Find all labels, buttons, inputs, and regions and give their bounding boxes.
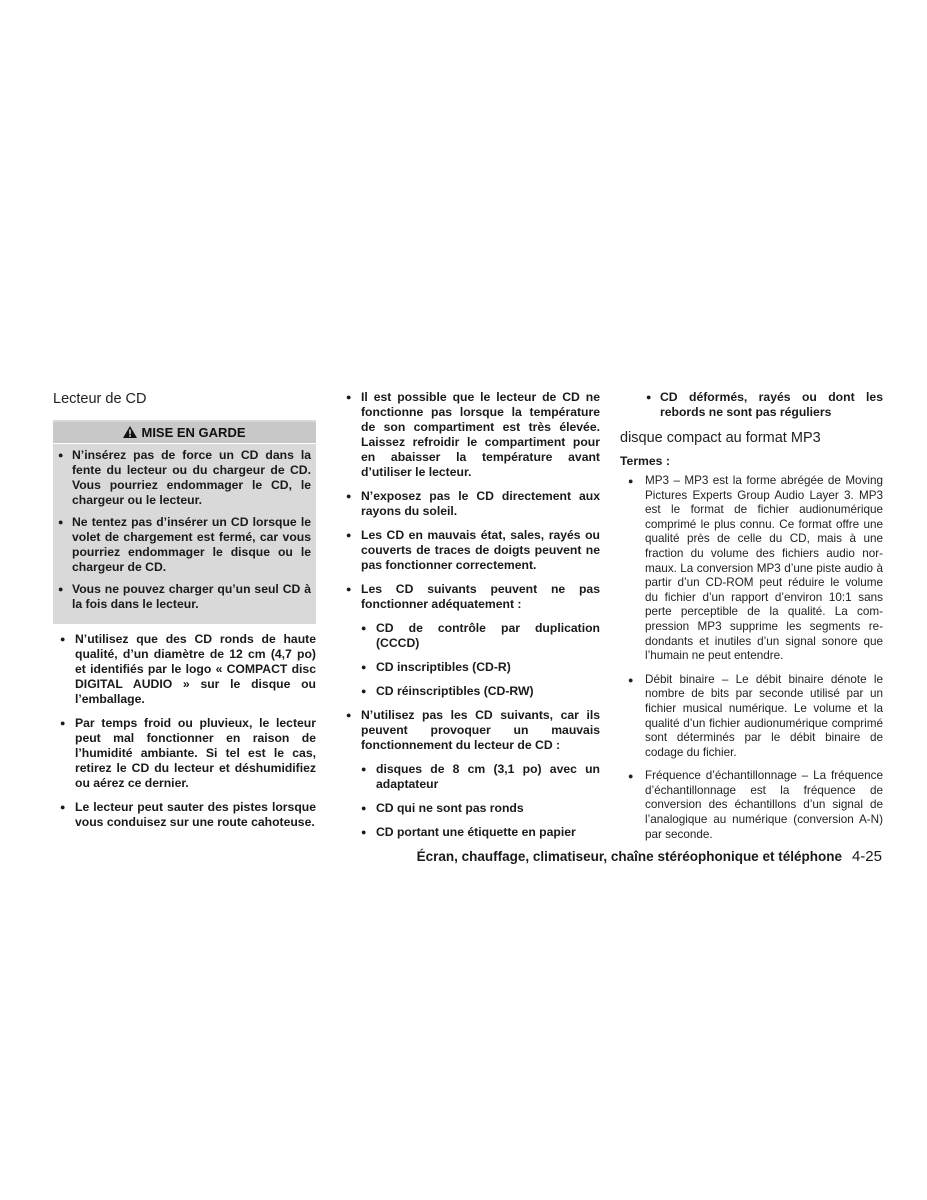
warning-title [53, 422, 316, 444]
warning-title-text: MISE EN GARDE [141, 425, 246, 440]
list-item: ● Par temps froid ou pluvieux, le lecteur peut mal fonctionner en raison de l’humidité ambiante. Si tel est le cas, retirez le CD du lecteur et déshumidifiez ou aérez ce dernier. [57, 716, 316, 791]
page-number: 4-25 [851, 848, 882, 865]
warning-triangle-icon [123, 426, 137, 438]
list-item: ● N’utilisez que des CD ronds de haute qualité, d’un diamètre de 12 cm (4,7 po) et identifiés par le logo « COMPACT disc DIGITAL AUDIO » sur le disque ou l’emballage. [57, 632, 316, 707]
section-heading-cd-player: Lecteur de CD [53, 391, 147, 407]
list-item: ● Les CD en mauvais état, sales, rayés ou couverts de traces de doigts peuvent ne pas fonctionner correctement. [343, 528, 600, 573]
list-item: ● Il est possible que le lecteur de CD ne fonctionne pas lorsque la température de son compartiment est très élevée. Laissez refroidir le compartiment pour en abaisser la température avant d’utiliser le lecteur. [343, 390, 600, 480]
column-3 [620, 390, 883, 851]
term-item: ● Débit binaire – Le débit binaire dénote le nombre de bits par seconde utilisé par un fichier musical numérique. Le volume et la qualité d’un fichier audionumérique comprimé sont déterminés par le débit binaire de codage du fichier. [620, 673, 883, 761]
section-heading-mp3: disque compact au format MP3 [620, 430, 821, 446]
column-1 [53, 390, 316, 839]
cd-guidelines-list [53, 632, 316, 830]
footer-section-title: Écran, chauffage, climatiseur, chaîne stéréophonique et téléphone [416, 849, 842, 864]
cd-guidelines-list-2 [343, 390, 600, 840]
sub-list-item: ● CD de contrôle par duplication (CCCD) [343, 621, 600, 651]
list-item: ● Les CD suivants peuvent ne pas fonctionner adéquatement : [343, 582, 600, 612]
warning-item: ● Vous ne pouvez charger qu’un seul CD à la fois dans le lecteur. [58, 582, 311, 612]
list-item: ● N’utilisez pas les CD suivants, car ils peuvent provoquer un mauvais fonctionnement du lecteur de CD : [343, 708, 600, 753]
column-2 [343, 390, 600, 849]
sub-list-item: ● CD inscriptibles (CD-R) [343, 660, 600, 675]
term-item: ● MP3 – MP3 est la forme abrégée de Moving Pictures Experts Group Audio Layer 3. MP3 est le format de fichier audionumérique comprimé le plus connu. Ce format offre une qualité près de celle du CD, mais à une fraction du volume des fichiers audio normaux. La conversion MP3 d’une piste audio à partir d’un CD-ROM peut réduire le volume du fichier d’un rapport d’environ 10:1 sans perte perceptible de la qualité. La compression MP3 supprime les segments redondants et inutiles d’un signal sonore que l’humain ne peut entendre. [620, 474, 883, 664]
sub-list-item: ● CD réinscriptibles (CD-RW) [343, 684, 600, 699]
cd-guidelines-list-3 [620, 390, 883, 420]
list-item: ● N’exposez pas le CD directement aux rayons du soleil. [343, 489, 600, 519]
page-footer [417, 848, 882, 865]
sub-list-item: ● CD portant une étiquette en papier [343, 825, 600, 840]
list-item: ● Le lecteur peut sauter des pistes lorsque vous conduisez sur une route cahoteuse. [57, 800, 316, 830]
term-item: ● Fréquence d’échantillonnage – La fréquence d’échantillonnage est la fréquence de conversion des échantillons d’un signal de l’analogique au numérique (conversion A-N) par seconde. [620, 769, 883, 842]
warning-list [58, 448, 311, 612]
terms-label: Termes : [620, 454, 670, 468]
warning-item: ● N’insérez pas de force un CD dans la fente du lecteur ou du chargeur de CD. Vous pourriez endommager le CD, le chargeur ou le lecteur. [58, 448, 311, 508]
warning-item: ● Ne tentez pas d’insérer un CD lorsque le volet de chargement est fermé, car vous pourriez endommager le disque ou le chargeur de CD. [58, 515, 311, 575]
sub-list-item: ● disques de 8 cm (3,1 po) avec un adaptateur [343, 762, 600, 792]
terms-list [620, 474, 883, 842]
sub-list-item: ● CD qui ne sont pas ronds [343, 801, 600, 816]
warning-box [53, 420, 316, 624]
sub-list-item: ● CD déformés, rayés ou dont les rebords ne sont pas réguliers [620, 390, 883, 420]
